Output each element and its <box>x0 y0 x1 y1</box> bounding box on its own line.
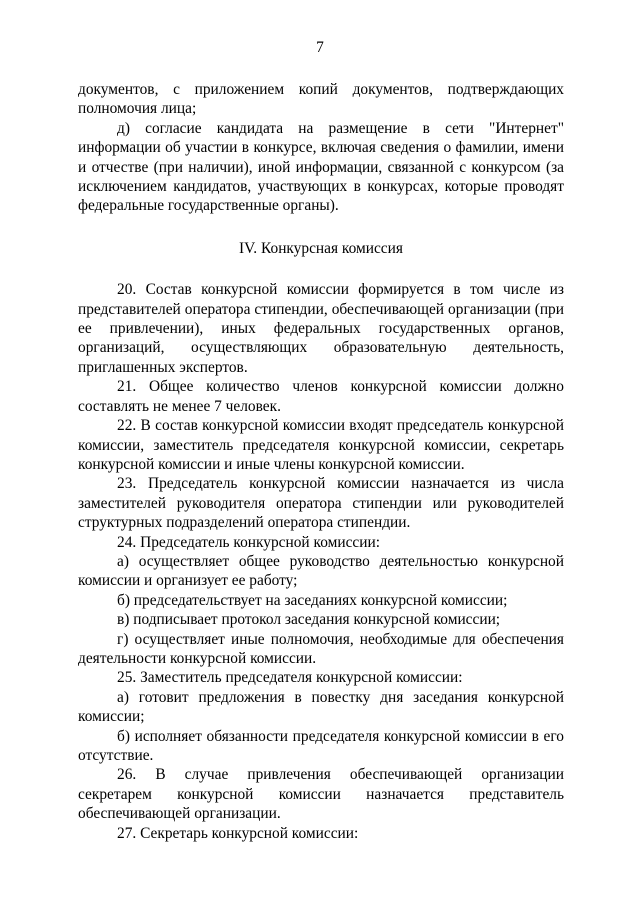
paragraph-item-d: д) согласие кандидата на размещение в сети "Интернет" информации об участии в конкурсе, включая сведения о фамилии, имени и отчестве (при наличии), иной информации, связанной с конкурсом (за исключением кандидатов, участвующих в конкурсах, которые проводят федеральные государственные органы). <box>78 119 564 215</box>
paragraph-23: 23. Председатель конкурсной комиссии назначается из числа заместителей руководителя оператора стипендии или руководителей структурных подразделений оператора стипендии. <box>78 475 564 532</box>
document-body <box>78 80 564 843</box>
paragraph-26: 26. В случае привлечения обеспечивающей организации секретарем конкурсной комиссии назначается представитель обеспечивающей организации. <box>78 766 564 823</box>
paragraph-22: 22. В состав конкурсной комиссии входят председатель конкурсной комиссии, заместитель председателя конкурсной комиссии, секретарь конкурсной комиссии и иные члены конкурсной комиссии. <box>78 417 564 473</box>
paragraph-25: 25. Заместитель председателя конкурсной комиссии: <box>117 669 463 687</box>
paragraph-24-a: а) осуществляет общее руководство деятельностью конкурсной комиссии и организует ее работу; <box>78 552 564 590</box>
page-number: 7 <box>316 39 324 56</box>
paragraph-24-g: г) осуществляет иные полномочия, необходимые для обеспечения деятельности конкурсной комиссии. <box>78 630 564 667</box>
paragraph-24: 24. Председатель конкурсной комиссии: <box>117 533 380 551</box>
paragraph-24-b: б) председательствует на заседаниях конкурсной комиссии; <box>117 591 508 609</box>
section-heading: IV. Конкурсная комиссия <box>239 239 403 257</box>
paragraph-25-a: а) готовит предложения в повестку дня заседания конкурсной комиссии; <box>78 688 564 726</box>
paragraph-25-b: б) исполняет обязанности председателя конкурсной комиссии в его отсутствие. <box>78 727 564 764</box>
paragraph-24-v: в) подписывает протокол заседания конкурсной комиссии; <box>117 611 501 629</box>
paragraph-continuation: документов, с приложением копий документов, подтверждающих полномочия лица; <box>78 81 564 118</box>
paragraph-27: 27. Секретарь конкурсной комиссии: <box>117 824 359 842</box>
paragraph-21: 21. Общее количество членов конкурсной комиссии должно составлять не менее 7 человек. <box>78 378 564 415</box>
paragraph-20: 20. Состав конкурсной комиссии формируется в том числе из представителей оператора стипендии, обеспечивающей организации (при ее привлечении), иных федеральных государственных органов, организаций, осуществляющих образовательную деятельность, приглашенных экспертов. <box>78 281 564 376</box>
